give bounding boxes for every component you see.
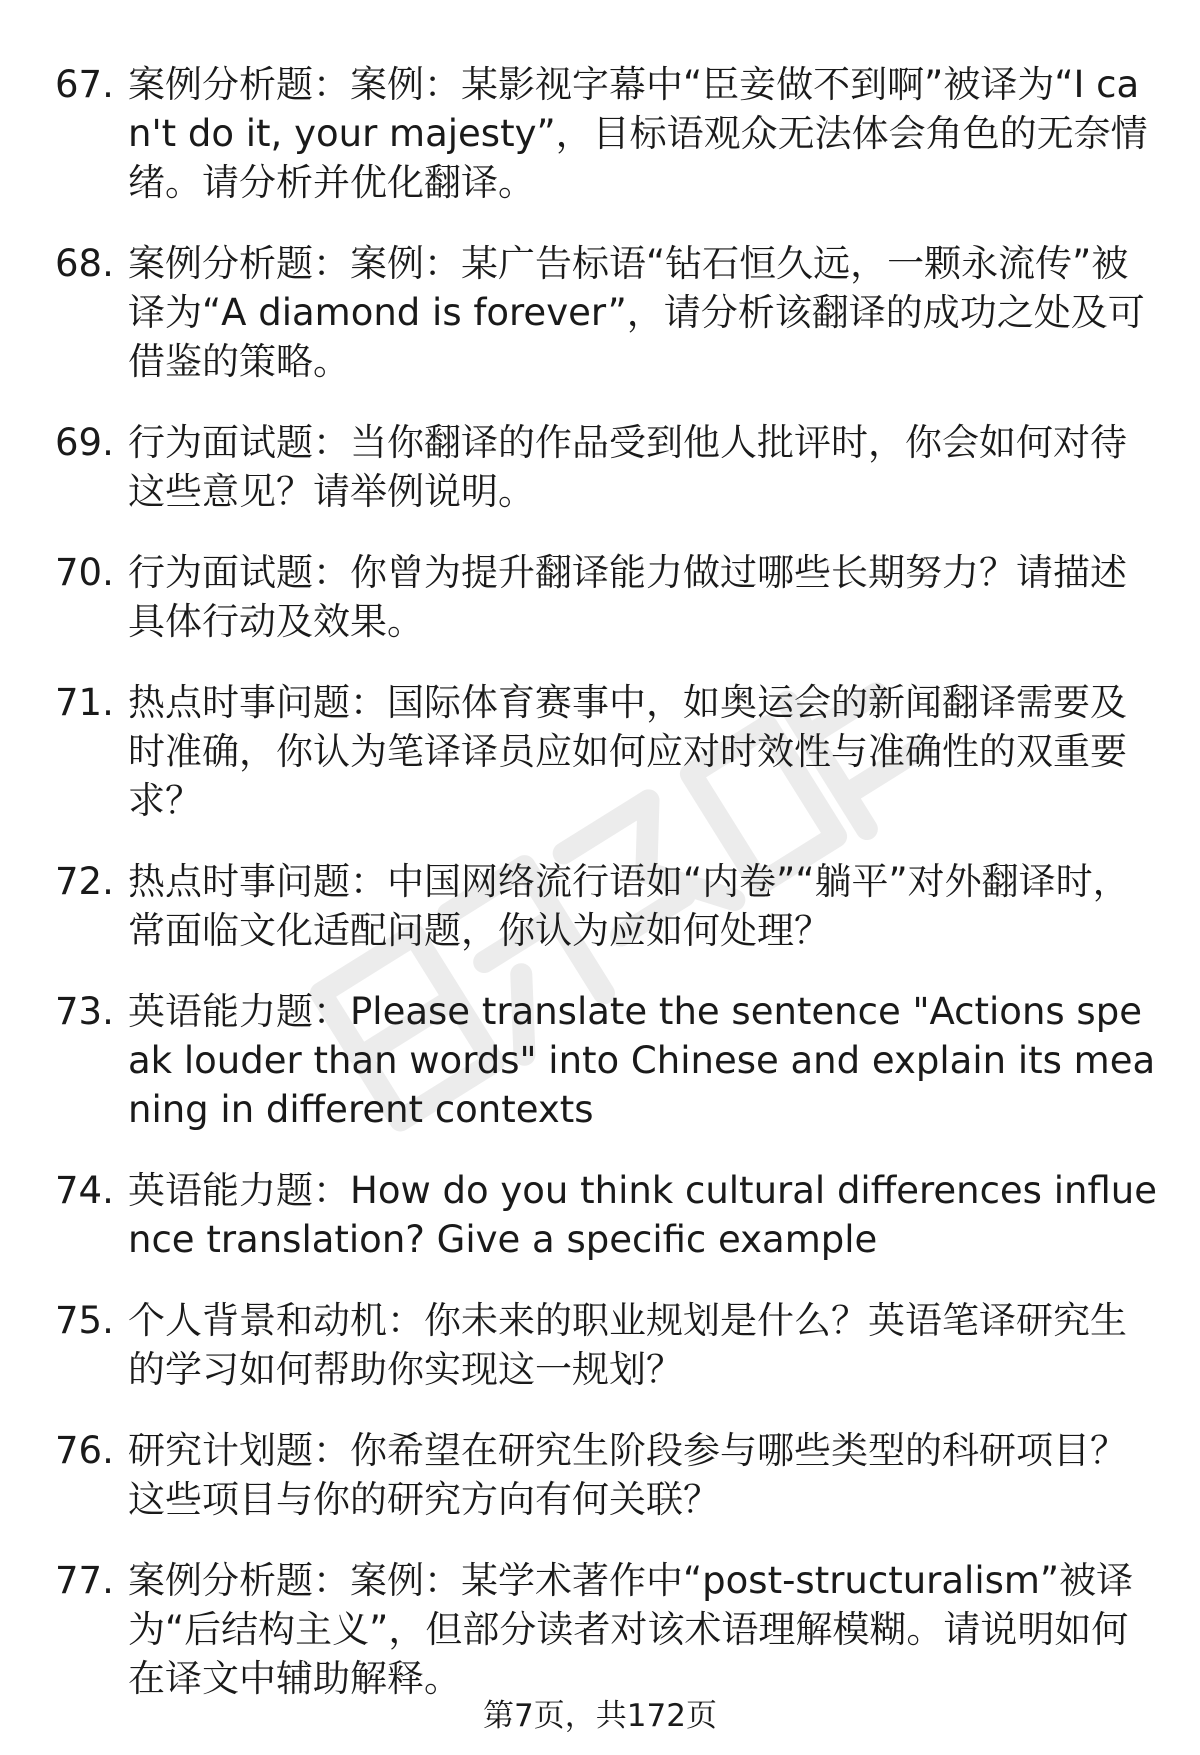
question-text: 热点时事问题：国际体育赛事中，如奥运会的新闻翻译需要及时准确，你认为笔译译员应如何应对时效性与准确性的双重要求？ (128, 681, 1127, 822)
page-number-label: 第7页，共172页 (483, 1698, 717, 1734)
question-text: 案例分析题：案例：某广告标语“钻石恒久远，一颗永流传”被译为“A diamond is forever”，请分析该翻译的成功之处及可借鉴的策略。 (128, 242, 1145, 383)
question-item (55, 418, 1160, 516)
question-text: 英语能力题：Please translate the sentence "Actions speak louder than words" into Chinese and explain its meaning in different contexts (128, 990, 1156, 1131)
question-text: 英语能力题：How do you think cultural differences influence translation? Give a specific example (128, 1169, 1157, 1261)
question-item (55, 1556, 1160, 1703)
question-number: 69. (55, 421, 114, 464)
question-item (55, 239, 1160, 386)
question-number: 68. (55, 242, 114, 285)
question-number: 77. (55, 1559, 114, 1602)
question-item (55, 1296, 1160, 1394)
question-number: 74. (55, 1169, 114, 1212)
question-text: 行为面试题：你曾为提升翻译能力做过哪些长期努力？请描述具体行动及效果。 (128, 551, 1127, 643)
question-text: 案例分析题：案例：某影视字幕中“臣妾做不到啊”被译为“I can't do it, your majesty”，目标语观众无法体会角色的无奈情绪。请分析并优化翻译。 (128, 63, 1148, 204)
question-item (55, 548, 1160, 646)
question-item (55, 60, 1160, 207)
question-number: 67. (55, 63, 114, 106)
question-text: 研究计划题：你希望在研究生阶段参与哪些类型的科研项目？这些项目与你的研究方向有何关联？ (128, 1429, 1127, 1521)
question-number: 76. (55, 1429, 114, 1472)
question-item (55, 987, 1160, 1134)
question-item (55, 1426, 1160, 1524)
page-footer (0, 1696, 1200, 1736)
question-number: 71. (55, 681, 114, 724)
question-number: 70. (55, 551, 114, 594)
question-number: 75. (55, 1299, 114, 1342)
question-text: 个人背景和动机：你未来的职业规划是什么？英语笔译研究生的学习如何帮助你实现这一规划？ (128, 1299, 1127, 1391)
question-text: 案例分析题：案例：某学术著作中“post-structuralism”被译为“后结构主义”，但部分读者对该术语理解模糊。请说明如何在译文中辅助解释。 (128, 1559, 1134, 1700)
question-text: 热点时事问题：中国网络流行语如“内卷”“躺平”对外翻译时，常面临文化适配问题，你认为应如何处理？ (128, 860, 1130, 952)
question-item (55, 857, 1160, 955)
question-item (55, 1166, 1160, 1264)
question-number: 73. (55, 990, 114, 1033)
question-text: 行为面试题：当你翻译的作品受到他人批评时，你会如何对待这些意见？请举例说明。 (128, 421, 1127, 513)
question-number: 72. (55, 860, 114, 903)
question-item (55, 678, 1160, 825)
question-list (55, 60, 1160, 1703)
